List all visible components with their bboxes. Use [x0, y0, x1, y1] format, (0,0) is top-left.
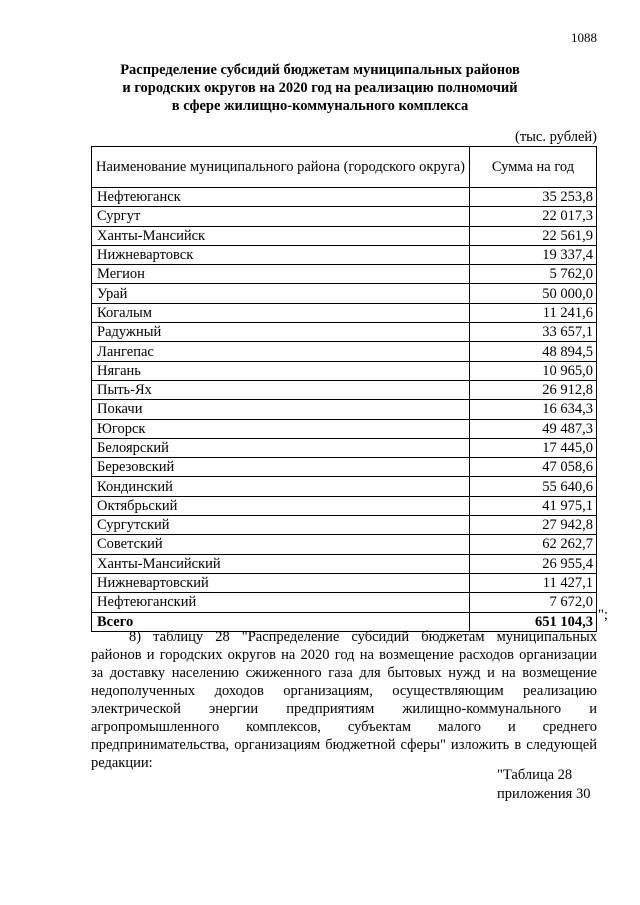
district-name: Березовский — [92, 458, 470, 477]
district-name: Нижневартовский — [92, 573, 470, 592]
district-name: Ханты-Мансийский — [92, 554, 470, 573]
district-sum: 62 262,7 — [469, 535, 596, 554]
table-header-row — [92, 147, 597, 188]
units-label: (тыс. рублей) — [515, 129, 597, 145]
district-sum: 26 955,4 — [469, 554, 596, 573]
table-row — [92, 207, 597, 226]
district-sum: 48 894,5 — [469, 342, 596, 361]
table-row — [92, 245, 597, 264]
district-sum: 49 487,3 — [469, 419, 596, 438]
subsidy-table — [91, 146, 597, 632]
district-sum: 22 017,3 — [469, 207, 596, 226]
district-sum: 19 337,4 — [469, 245, 596, 264]
district-sum: 22 561,9 — [469, 226, 596, 245]
caption-line: "Таблица 28 — [497, 767, 573, 783]
district-name: Советский — [92, 535, 470, 554]
table-row — [92, 458, 597, 477]
district-name: Кондинский — [92, 477, 470, 496]
district-name: Всего — [92, 612, 470, 631]
district-sum: 651 104,3 — [469, 612, 596, 631]
title-line: Распределение субсидий бюджетам муниципальных районов — [120, 62, 520, 78]
quote-close: "; — [598, 607, 608, 623]
district-name: Покачи — [92, 400, 470, 419]
district-sum: 16 634,3 — [469, 400, 596, 419]
body-paragraph: 8) таблицу 28 "Распределение субсидий бюджетам муниципальных районов и городских округов на 2020 год на возмещение расходов организации за доставку населению сжиженного газа для бытовых нужд и на возмещение недополученных доходов организациям, осуществляющим реализацию электрической энергии предприятиям жилищно-коммунального и агропромышленного комплексов, субъектам малого и среднего предпринимательства, организациям бюджетной сферы" изложить в следующей редакции: — [91, 629, 597, 771]
district-sum: 27 942,8 — [469, 516, 596, 535]
district-sum: 11 427,1 — [469, 573, 596, 592]
page-number: 1088 — [571, 30, 597, 45]
district-name: Нягань — [92, 361, 470, 380]
district-sum: 55 640,6 — [469, 477, 596, 496]
table-row — [92, 496, 597, 515]
district-sum: 47 058,6 — [469, 458, 596, 477]
table-row — [92, 380, 597, 399]
district-sum: 10 965,0 — [469, 361, 596, 380]
district-name: Нефтеюганск — [92, 188, 470, 207]
district-name: Ханты-Мансийск — [92, 226, 470, 245]
table-row — [92, 303, 597, 322]
district-name: Пыть-Ях — [92, 380, 470, 399]
district-name: Урай — [92, 284, 470, 303]
table-row — [92, 573, 597, 592]
table-row — [92, 400, 597, 419]
district-name: Сургут — [92, 207, 470, 226]
district-name: Сургутский — [92, 516, 470, 535]
table-row — [92, 361, 597, 380]
district-sum: 35 253,8 — [469, 188, 596, 207]
header-name: Наименование муниципального района (городского округа) — [92, 147, 470, 188]
document-title — [0, 61, 640, 115]
district-name: Когалым — [92, 303, 470, 322]
district-sum: 5 762,0 — [469, 265, 596, 284]
table-row — [92, 284, 597, 303]
district-name: Белоярский — [92, 438, 470, 457]
district-name: Нефтеюганский — [92, 593, 470, 612]
district-name: Октябрьский — [92, 496, 470, 515]
table-row — [92, 438, 597, 457]
table-row — [92, 323, 597, 342]
table-row — [92, 265, 597, 284]
header-sum: Сумма на год — [469, 147, 596, 188]
table-row — [92, 226, 597, 245]
district-name: Югорск — [92, 419, 470, 438]
district-name: Мегион — [92, 265, 470, 284]
district-sum: 41 975,1 — [469, 496, 596, 515]
caption-line: приложения 30 — [497, 786, 591, 802]
title-line: в сфере жилищно-коммунального комплекса — [171, 98, 469, 114]
district-sum: 17 445,0 — [469, 438, 596, 457]
table-row — [92, 593, 597, 612]
district-sum: 26 912,8 — [469, 380, 596, 399]
table-row — [92, 554, 597, 573]
district-sum: 11 241,6 — [469, 303, 596, 322]
district-sum: 50 000,0 — [469, 284, 596, 303]
table-body — [92, 188, 597, 632]
district-sum: 7 672,0 — [469, 593, 596, 612]
district-sum: 33 657,1 — [469, 323, 596, 342]
table-row — [92, 419, 597, 438]
table-row — [92, 516, 597, 535]
table-caption — [497, 766, 590, 804]
title-line: и городских округов на 2020 год на реализацию полномочий — [122, 80, 518, 96]
table-row — [92, 535, 597, 554]
district-name: Нижневартовск — [92, 245, 470, 264]
table-row — [92, 477, 597, 496]
district-name: Радужный — [92, 323, 470, 342]
district-name: Лангепас — [92, 342, 470, 361]
table-row — [92, 188, 597, 207]
table-row — [92, 342, 597, 361]
